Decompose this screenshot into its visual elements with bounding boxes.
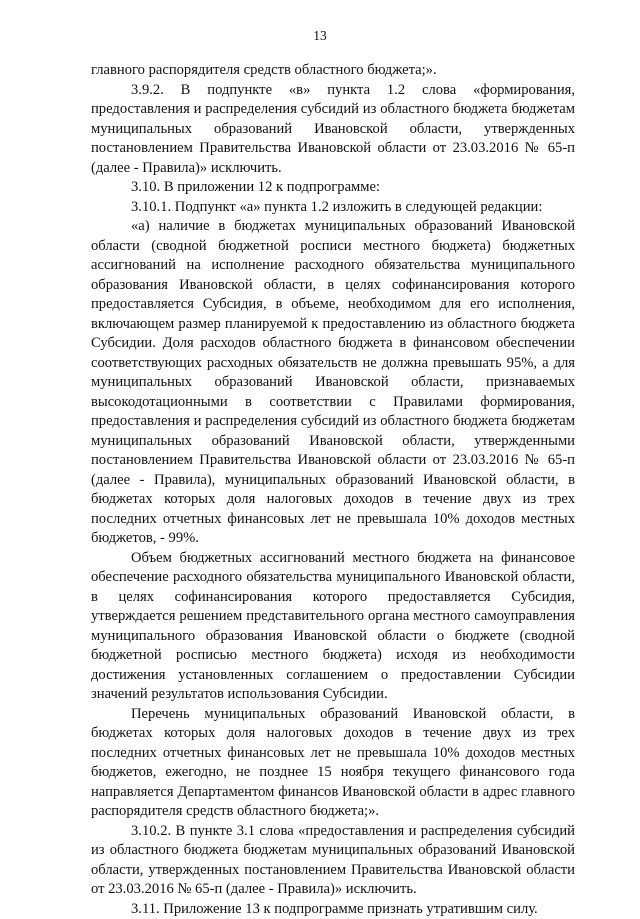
paragraph: 3.11. Приложение 13 к подпрограмме признать утратившим силу. — [91, 900, 575, 919]
paragraph: Объем бюджетных ассигнований местного бюджета на финансовое обеспечение расходного обязательства муниципального Ивановской области, в целях софинансирования которого предоставляется Субсидия, утверждается решением представительного органа местного самоуправления муниципального образования Ивановской области о бюджете (сводной бюджетной росписью местного бюджета) исходя из необходимости достижения установленных соглашением о предоставлении Субсидии значений результатов использования Субсидии. — [91, 549, 575, 705]
paragraph: 3.10.1. Подпункт «а» пункта 1.2 изложить в следующей редакции: — [91, 198, 575, 218]
page-number: 13 — [0, 28, 640, 44]
paragraph: 3.10. В приложении 12 к подпрограмме: — [91, 178, 575, 198]
paragraph: Перечень муниципальных образований Ивановской области, в бюджетах которых доля налоговых доходов в течение двух из трех последних отчетных финансовых лет не превышала 10% доходов местных бюджетов, ежегодно, не позднее 15 ноября текущего финансового года направляется Департаментом финансов Ивановской области в адрес главного распорядителя средств областного бюджета;». — [91, 705, 575, 822]
document-body — [91, 61, 575, 919]
paragraph: главного распорядителя средств областного бюджета;». — [91, 61, 575, 81]
paragraph: 3.9.2. В подпункте «в» пункта 1.2 слова «формирования, предоставления и распределения субсидий из областного бюджета бюджетам муниципальных образований Ивановской области, утвержденных постановлением Правительства Ивановской области от 23.03.2016 № 65-п (далее - Правила)» исключить. — [91, 81, 575, 179]
paragraph: 3.10.2. В пункте 3.1 слова «предоставления и распределения субсидий из областного бюджета бюджетам муниципальных образований Ивановской области, утвержденных постановлением Правительства Ивановской области от 23.03.2016 № 65-п (далее - Правила)» исключить. — [91, 822, 575, 900]
paragraph: «а) наличие в бюджетах муниципальных образований Ивановской области (сводной бюджетной росписи местного бюджета) бюджетных ассигнований на исполнение расходного обязательства муниципального образования Ивановской области, в целях софинансирования которого предоставляется Субсидия, в объеме, необходимом для его исполнения, включающем размер планируемой к предоставлению из областного бюджета Субсидии. Доля расходов областного бюджета в финансовом обеспечении соответствующих расходных обязательств не должна превышать 95%, а для муниципальных образований Ивановской области, признаваемых высокодотационными в соответствии с Правилами формирования, предоставления и распределения субсидий из областного бюджета бюджетам муниципальных образований Ивановской области, утвержденными постановлением Правительства Ивановской области от 23.03.2016 № 65-п (далее - Правила), муниципальных образований Ивановской области, в бюджетах которых доля налоговых доходов в течение двух из трех последних отчетных финансовых лет не превышала 10% доходов местных бюджетов, - 99%. — [91, 217, 575, 549]
